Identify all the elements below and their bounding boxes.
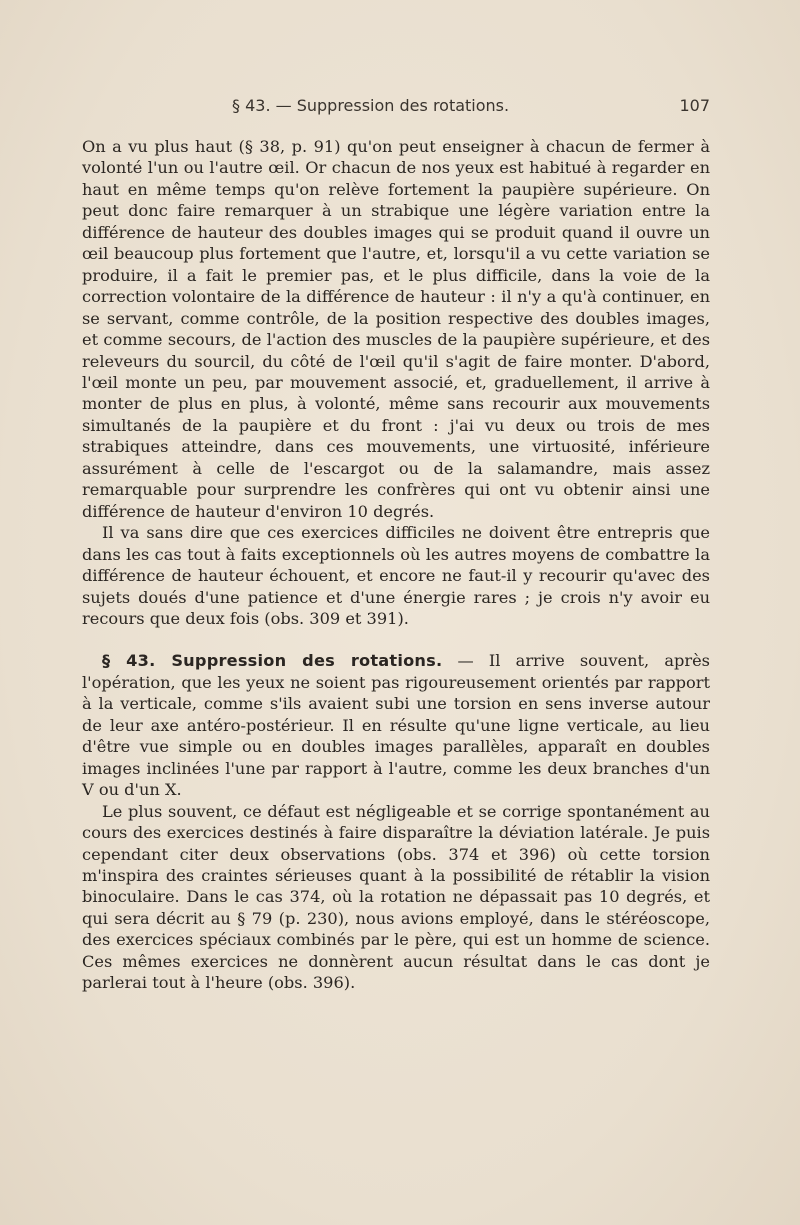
section-lead-text: Il arrive souvent, après l'opération, que les yeux ne soient pas rigoureusement orientés par rapport à la verticale, comme s'ils avaient subi une torsion en sens inverse autour de leur axe antéro-postérieur. Il en résulte qu'une ligne verticale, au lieu d'être vue simple ou en doubles images parallèles, apparaît en doubles images inclinées l'une par rapport à l'autre, comme les deux branches d'un V ou d'un X. — [82, 651, 710, 800]
running-title: § 43. — Suppression des rotations. — [232, 96, 510, 115]
section-paragraph — [82, 650, 710, 800]
page-number: 107 — [679, 96, 710, 115]
paragraph: Le plus souvent, ce défaut est négligeable et se corrige spontanément au cours des exercices destinés à faire disparaître la déviation latérale. Je puis cependant citer deux observations (obs. 374 et 396) où cette torsion m'inspira des craintes sérieuses quant à la possibilité de rétablir la vision binoculaire. Dans le cas 374, où la rotation ne dépassait pas 10 degrés, et qui sera décrit au § 79 (p. 230), nous avions employé, dans le stéréoscope, des exercices spéciaux combinés par le père, qui est un homme de science. Ces mêmes exercices ne donnèrent aucun résultat dans le cas dont je parlerai tout à l'heure (obs. 396). — [82, 801, 710, 993]
paragraph: On a vu plus haut (§ 38, p. 91) qu'on peut enseigner à chacun de fermer à volonté l'un ou l'autre œil. Or chacun de nos yeux est habitué à regarder en haut en même temps qu'on relève fortement la paupière supérieure. On peut donc faire remarquer à un strabique une légère variation entre la différence de hauteur des doubles images qui se produit quand il ouvre un œil beaucoup plus fortement que l'autre, et, lorsqu'il a vu cette variation se produire, il a fait le premier pas, et le plus difficile, dans la voie de la correction volontaire de la différence de hauteur : il n'y a qu'à continuer, en se servant, comme contrôle, de la position respective des doubles images, et comme secours, de l'action des muscles de la paupière supérieure, et des releveurs du sourcil, du côté de l'œil qu'il s'agit de faire monter. D'abord, l'œil monte un peu, par mouvement associé, et, graduellement, il arrive à monter de plus en plus, à volonté, même sans recourir aux mouvements simultanés de la paupière et du front : j'ai vu deux ou trois de mes strabiques atteindre, dans ces mouvements, une virtuosité, inférieure assurément à celle de l'escargot ou de la salamandre, mais assez remarquable pour surprendre les confrères qui ont vu obtenir ainsi une différence de hauteur d'environ 10 degrés. — [82, 137, 710, 521]
running-header — [82, 96, 710, 120]
section-dash: — — [442, 651, 489, 671]
section-title: § 43. Suppression des rotations. — [102, 651, 443, 671]
body-text — [82, 136, 710, 994]
paragraph: Il va sans dire que ces exercices difficiles ne doivent être entrepris que dans les cas tout à faits exceptionnels où les autres moyens de combattre la différence de hauteur échouent, et encore ne faut-il y recourir qu'avec des sujets doués d'une patience et d'une énergie rares ; je crois n'y avoir eu recours que deux fois (obs. 309 et 391). — [82, 523, 710, 628]
